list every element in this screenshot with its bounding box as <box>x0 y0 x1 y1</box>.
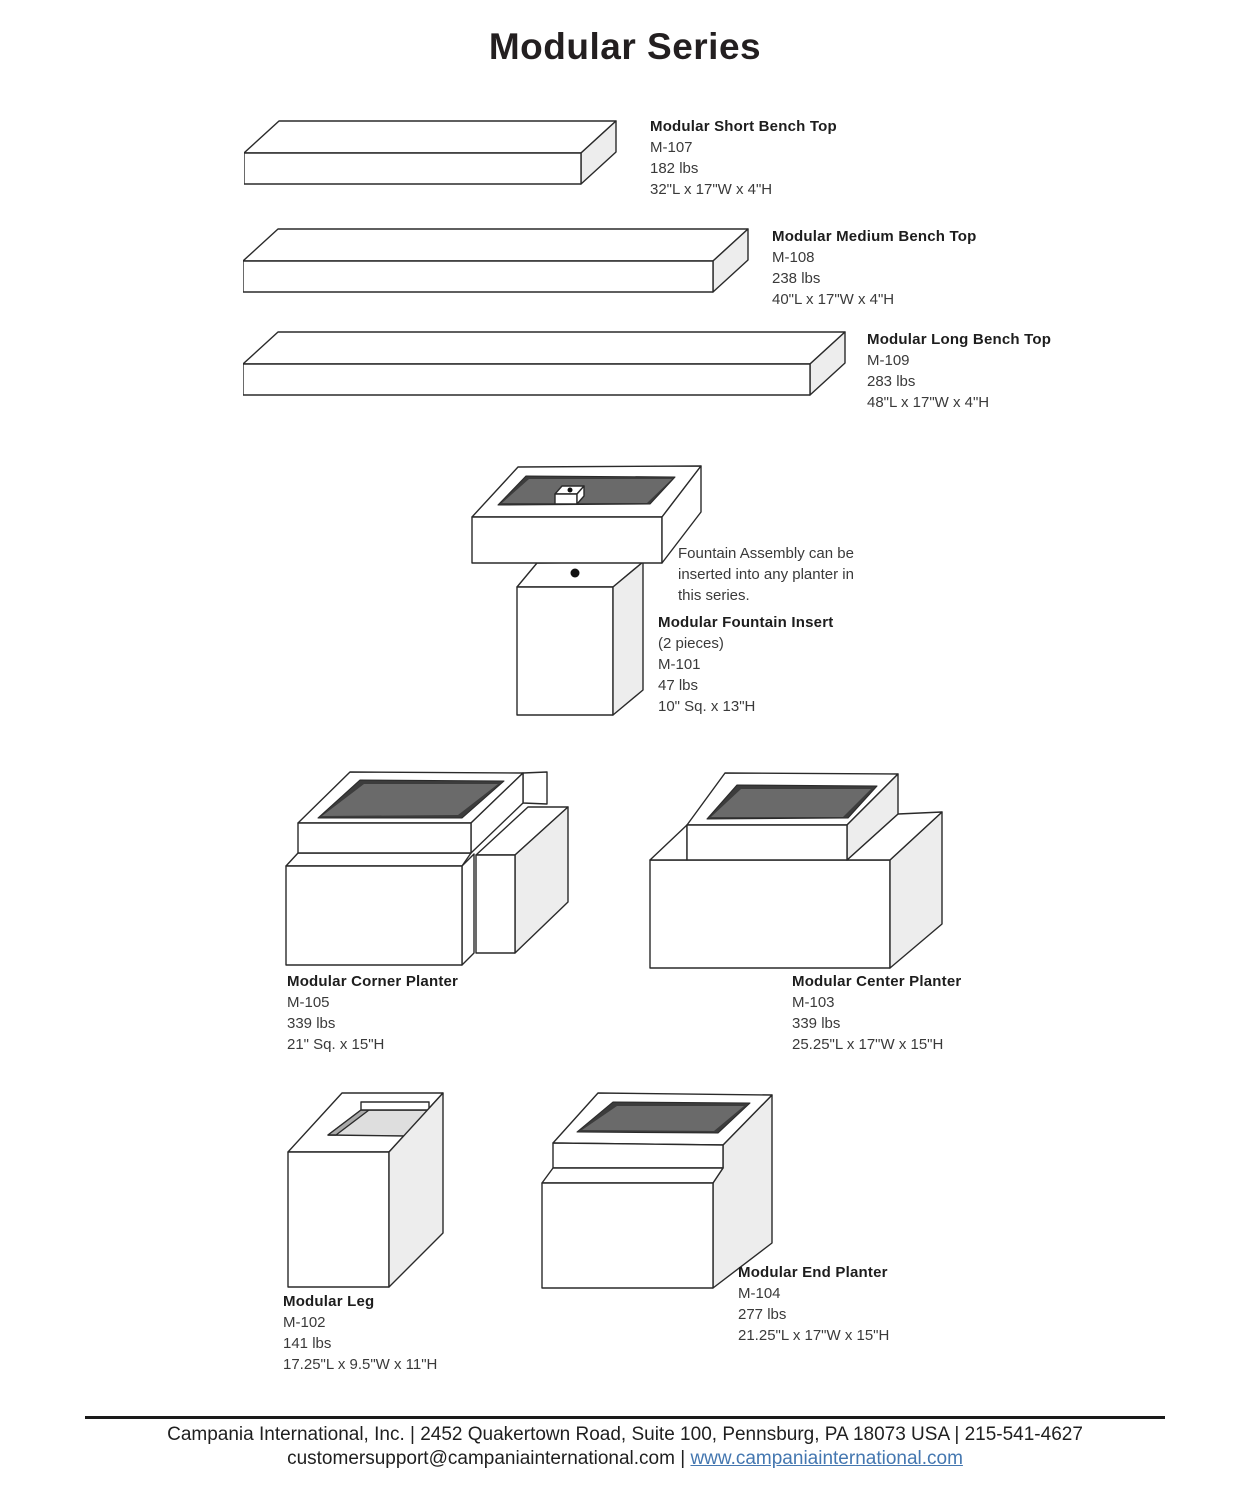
product-model: M-101 <box>658 656 701 673</box>
product-model: M-104 <box>738 1285 781 1302</box>
product-label-leg <box>283 1291 437 1375</box>
product-weight: 47 lbs <box>658 677 699 694</box>
product-dims: 25.25"L x 17"W x 15"H <box>792 1036 944 1053</box>
footer-links-line <box>0 1448 1250 1470</box>
modular-leg-drawing <box>283 1085 453 1295</box>
product-label-center-planter <box>792 971 961 1055</box>
product-name: Modular Center Planter <box>792 973 962 990</box>
product-weight: 339 lbs <box>792 1015 841 1032</box>
product-dims: 10" Sq. x 13"H <box>658 698 756 715</box>
footer-divider <box>85 1416 1165 1419</box>
product-name: Modular Fountain Insert <box>658 614 834 631</box>
product-weight: 141 lbs <box>283 1335 332 1352</box>
product-label-medium-bench <box>772 226 977 310</box>
product-dims: 40"L x 17"W x 4"H <box>772 291 895 308</box>
product-name: Modular Corner Planter <box>287 973 459 990</box>
product-weight: 238 lbs <box>772 270 821 287</box>
product-dims: 21" Sq. x 15"H <box>287 1036 385 1053</box>
product-model: M-103 <box>792 994 835 1011</box>
product-model: M-105 <box>287 994 330 1011</box>
product-label-long-bench <box>867 329 1051 413</box>
product-name: Modular Long Bench Top <box>867 331 1052 348</box>
product-name: Modular Short Bench Top <box>650 118 837 135</box>
product-name: Modular Medium Bench Top <box>772 228 977 245</box>
product-dims: 17.25"L x 9.5"W x 11"H <box>283 1356 438 1373</box>
product-label-short-bench <box>650 116 837 200</box>
product-weight: 277 lbs <box>738 1306 787 1323</box>
footer-separator: | <box>674 1448 691 1469</box>
fountain-note: Fountain Assembly can be inserted into any planter in this series. <box>678 545 854 604</box>
modular-short-bench-drawing <box>244 120 619 188</box>
product-label-fountain-insert <box>658 612 833 717</box>
modular-corner-planter-drawing <box>280 762 580 972</box>
modular-long-bench-drawing <box>243 331 848 399</box>
modular-medium-bench-drawing <box>243 228 751 296</box>
product-model: M-108 <box>772 249 815 266</box>
product-weight: 283 lbs <box>867 373 916 390</box>
product-label-corner-planter <box>287 971 458 1055</box>
product-name: Modular End Planter <box>738 1264 888 1281</box>
product-model: M-102 <box>283 1314 326 1331</box>
footer-email: customersupport@campaniainternational.com <box>287 1448 675 1469</box>
product-name: Modular Leg <box>283 1293 375 1310</box>
page-title: Modular Series <box>488 26 762 67</box>
product-dims: 48"L x 17"W x 4"H <box>867 394 990 411</box>
footer-website-link[interactable]: www.campaniainternational.com <box>690 1448 963 1469</box>
product-model: M-109 <box>867 352 910 369</box>
footer-contact-line: Campania International, Inc. | 2452 Quakertown Road, Suite 100, Pennsburg, PA 18073 USA | 215-541-4627 <box>167 1424 1083 1445</box>
product-weight: 339 lbs <box>287 1015 336 1032</box>
product-model: M-107 <box>650 139 693 156</box>
product-label-end-planter <box>738 1262 889 1346</box>
product-pieces: (2 pieces) <box>658 635 724 652</box>
modular-center-planter-drawing <box>645 768 950 973</box>
product-dims: 32"L x 17"W x 4"H <box>650 181 773 198</box>
product-weight: 182 lbs <box>650 160 699 177</box>
product-dims: 21.25"L x 17"W x 15"H <box>738 1327 890 1344</box>
